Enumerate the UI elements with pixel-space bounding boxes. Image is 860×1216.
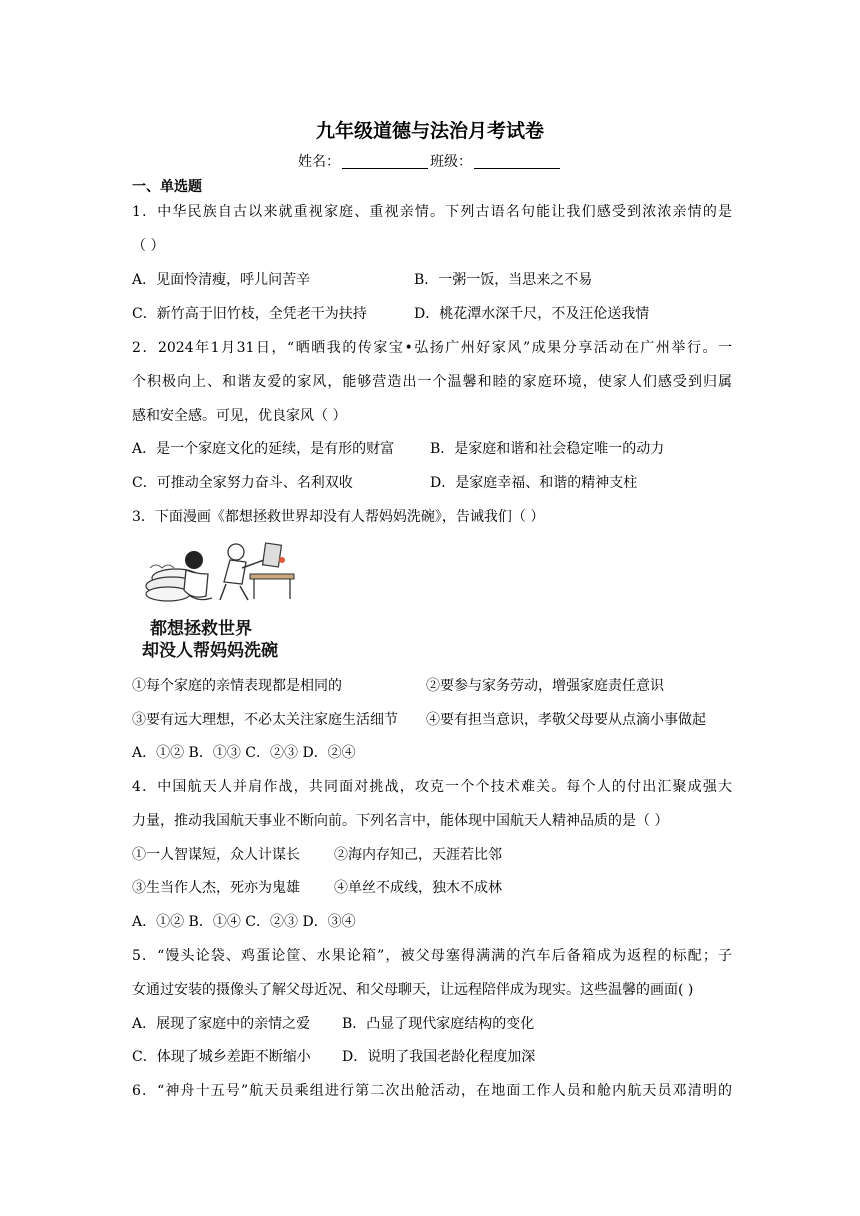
q4-stem-line1: 4．中国航天人并肩作战，共同面对挑战，攻克一个个技术难关。每个人的付出汇聚成强大 <box>132 779 732 795</box>
q4-statement-1: ①一人智谋短，众人计谋长 <box>132 847 300 863</box>
section-heading: 一、单选题 <box>132 179 202 195</box>
q3-statement-1: ①每个家庭的亲情表现都是相同的 <box>132 678 342 694</box>
q5-option-a: A．展现了家庭中的亲情之爱 <box>132 1016 311 1032</box>
q5-stem-line1: 5．“馒头论袋、鸡蛋论筐、水果论箱”，被父母塞得满满的汽车后备箱成为返程的标配；子 <box>132 948 732 964</box>
q1-option-a: A．见面怜清瘦，呼儿问苦辛 <box>132 272 311 288</box>
q1-option-c: C．新竹高于旧竹枝，全凭老干为扶持 <box>132 306 367 322</box>
q2-stem-line3: 感和安全感。可见，优良家风（ ） <box>132 408 347 424</box>
q2-option-c: C．可推动全家努力奋斗、名利双收 <box>132 475 353 491</box>
q2-option-d: D．是家庭幸福、和谐的精神支柱 <box>430 475 638 491</box>
cartoon-caption-line2: 却没人帮妈妈洗碗 <box>142 641 278 661</box>
q4-statement-3: ③生当作人杰，死亦为鬼雄 <box>132 880 300 896</box>
q6-stem-line1: 6．“神舟十五号”航天员乘组进行第二次出舱活动，在地面工作人员和舱内航天员邓清明的 <box>132 1083 732 1099</box>
q3-statement-3: ③要有远大理想，不必太关注家庭生活细节 <box>132 712 398 728</box>
q5-option-c: C．体现了城乡差距不断缩小 <box>132 1049 311 1065</box>
q3-statement-4: ④要有担当意识，孝敬父母要从点滴小事做起 <box>426 712 706 728</box>
q3-stem-line1: 3．下面漫画《都想拯救世界却没有人帮妈妈洗碗》，告诫我们（ ） <box>132 509 545 525</box>
q3-statement-2: ②要参与家务劳动，增强家庭责任意识 <box>426 678 664 694</box>
q4-stem-line2: 力量，推动我国航天事业不断向前。下列名言中，能体现中国航天人精神品质的是（ ） <box>132 813 669 829</box>
q4-statement-2: ②海内存知己，天涯若比邻 <box>334 847 502 863</box>
class-blank[interactable] <box>474 154 560 169</box>
q2-option-a: A．是一个家庭文化的延续，是有形的财富 <box>132 441 395 457</box>
q1-option-b: B．一粥一饭，当思来之不易 <box>414 272 593 288</box>
q5-option-b: B．凸显了现代家庭结构的变化 <box>342 1016 535 1032</box>
mother-figure-icon <box>184 551 212 600</box>
cartoon-caption-line1: 都想拯救世界 <box>150 619 252 639</box>
name-blank[interactable] <box>342 154 428 169</box>
person-at-computer-icon <box>220 543 294 600</box>
q5-option-d: D．说明了我国老龄化程度加深 <box>342 1049 536 1065</box>
q4-statement-4: ④单丝不成线，独木不成林 <box>334 880 502 896</box>
cartoon-image <box>136 538 304 662</box>
exam-title: 九年级道德与法治月考试卷 <box>315 120 544 142</box>
q4-answer-options: A．①② B．①④ C．②③ D．③④ <box>132 914 356 930</box>
q1-stem-line1: 1．中华民族自古以来就重视家庭、重视亲情。下列古语名句能让我们感受到浓浓亲情的是 <box>132 204 732 220</box>
q3-answer-options: A．①② B．①③ C．②③ D．②④ <box>132 745 356 761</box>
q1-option-d: D．桃花潭水深千尺，不及汪伦送我情 <box>414 306 650 322</box>
name-label: 姓名： <box>298 154 340 170</box>
q2-stem-line2: 个积极向上、和谐友爱的家风，能够营造出一个温馨和睦的家庭环境，使家人们感受到归属 <box>132 374 732 390</box>
class-label: 班级： <box>430 154 472 170</box>
q1-stem-line2: （ ） <box>132 238 165 254</box>
q5-stem-line2: 女通过安装的摄像头了解父母近况、和父母聊天，让远程陪伴成为现实。这些温馨的画面( ) <box>132 982 694 998</box>
student-info-line <box>0 151 860 171</box>
q2-option-b: B．是家庭和谐和社会稳定唯一的动力 <box>430 441 665 457</box>
q2-stem-line1: 2．2024年1月31日，“晒晒我的传家宝•弘扬广州好家风”成果分享活动在广州举行。一 <box>132 340 732 356</box>
